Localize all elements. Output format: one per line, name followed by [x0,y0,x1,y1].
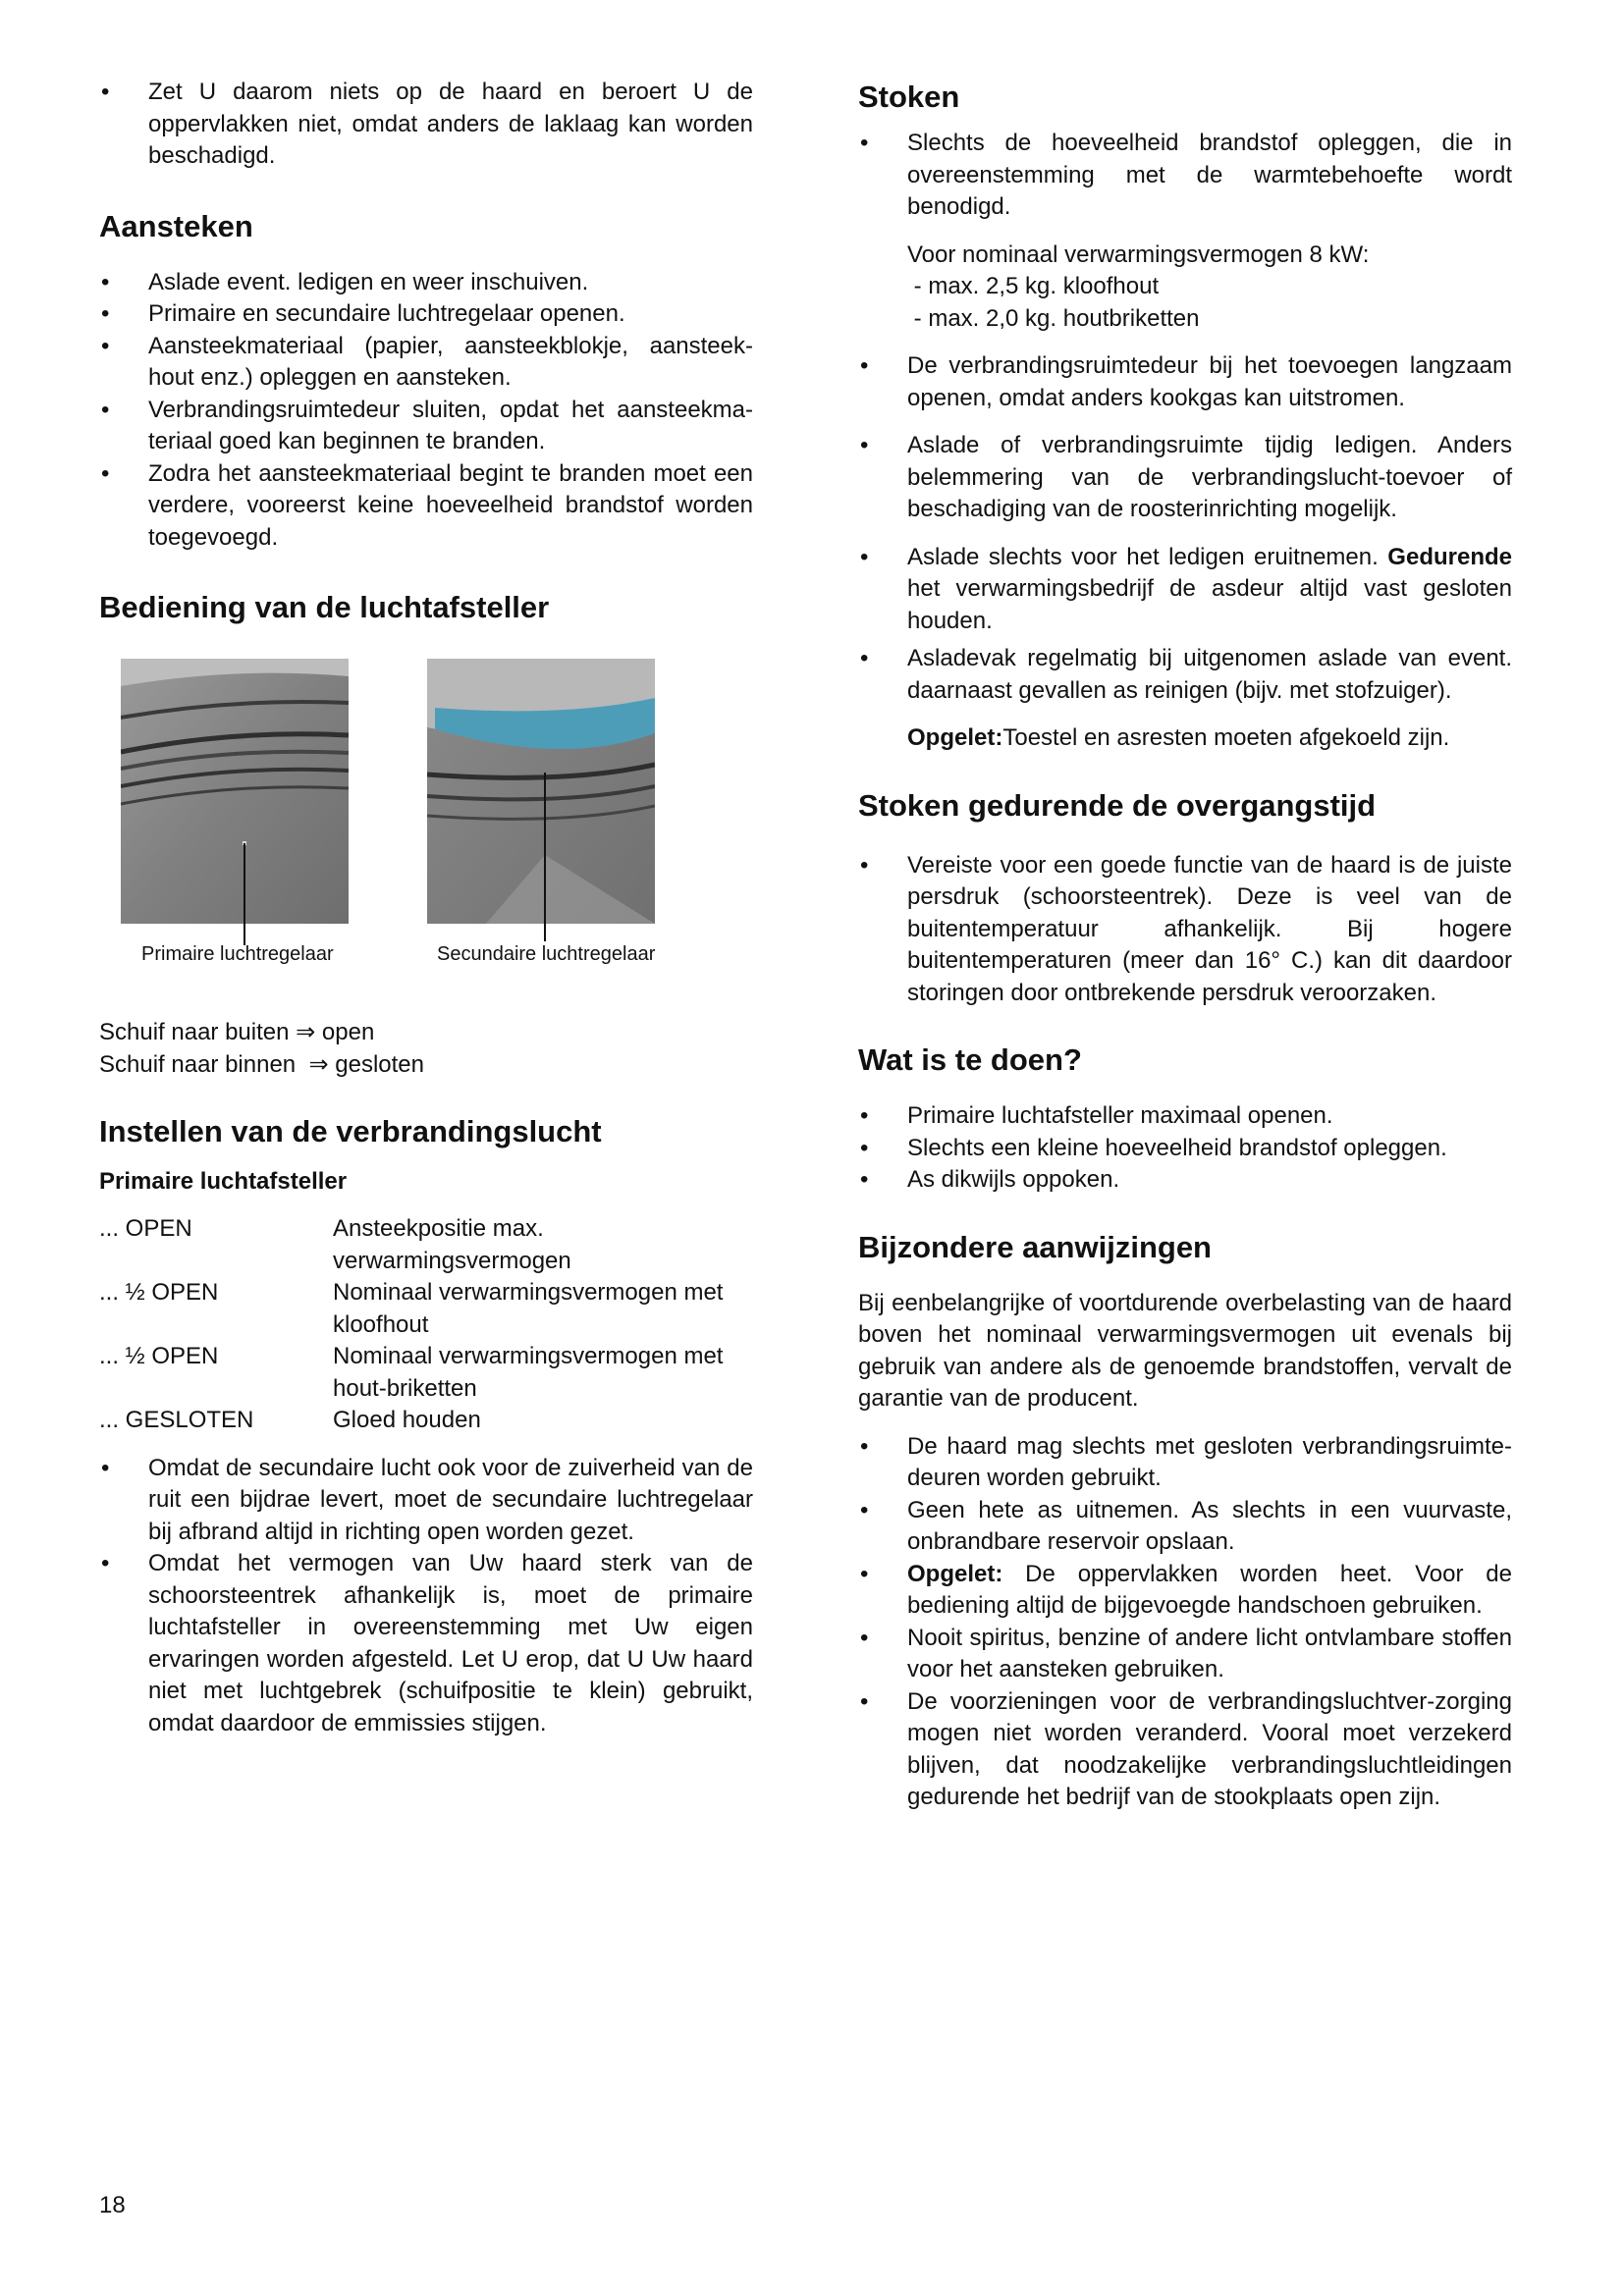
overgang-list [858,850,1512,1010]
list-item: • Aslade of verbrandingsruimte tijdig ledigen. Anders belemmering van de verbrandingslucht-toevoer of beschadiging van de roosterinrichting mogelijk. [858,430,1512,526]
section-heading-bijzondere: Bijzondere aanwijzingen [858,1229,1212,1264]
right-column [858,79,1512,1814]
list-item: • Slechts een kleine hoeveelheid brandstof opleggen. [858,1133,1512,1165]
section-heading-aansteken: Aansteken [99,208,253,243]
list-item-text: het verwarmingsbedrijf de asdeur altijd vast gesloten houden. [907,575,1512,634]
air-regulator-photos [99,659,753,1017]
caution-note [858,722,1512,755]
intro-list [99,77,753,173]
section-heading-doen: Wat is te doen? [858,1042,1082,1077]
list-item-text: De oppervlakken worden heet. Voor de bediening altijd de bijgevoegde handschoen gebruiken. [907,1560,1512,1619]
list-item: • Vereiste voor een goede functie van de haard is de juiste persdruk (schoorsteentrek). Deze is veel van de buitentemperatuur afhankelijk. Bij hogere buitentemperaturen (meer dan 16° C.) kan dit daardoor storingen door ontbrekende persdruk veroorzaken. [858,850,1512,1010]
aansteken-list [99,267,753,555]
section-heading-stoken: Stoken [858,80,960,114]
list-item: • Nooit spiritus, benzine of andere licht ontvlambare stoffen voor het aansteken gebruiken. [858,1623,1512,1686]
list-item: • Zodra het aansteekmateriaal begint te branden moet een verdere, vooreerst keine hoeveelheid brandstof worden toegevoegd. [99,458,753,555]
setting-description: Gloed houden [333,1407,481,1433]
list-item: • De voorzieningen voor de verbrandingsluchtver-zorging mogen niet worden veranderd. Vooral moet verzekerd blijven, dat noodzakelijke verbrandingsluchtleidingen gedurende het bedrijf van de stookplaats open zijn. [858,1686,1512,1814]
list-item-text: Aslade slechts voor het ledigen eruitnemen. [907,543,1388,570]
caption-primary: Primaire luchtregelaar [141,943,334,965]
settings-table [99,1213,753,1437]
list-item: • De verbrandingsruimtedeur bij het toevoegen langzaam openen, omdat anders kookgas kan uitstromen. [858,350,1512,414]
list-item [858,542,1512,638]
list-item: • Verbrandingsruimtedeur sluiten, opdat het aansteekma-teriaal goed kan beginnen te branden. [99,395,753,458]
slide-in-line: Schuif naar binnen ⇒ gesloten [99,1050,424,1078]
secondary-regulator-photo [427,659,655,924]
setting-position: ... ½ OPEN [99,1343,219,1369]
setting-description: Nominaal verwarmingsvermogen met hout-briketten [333,1343,724,1402]
doen-list [858,1100,1512,1197]
list-item: • Geen hete as uitnemen. As slechts in een vuurvaste, onbrandbare reservoir opslaan. [858,1495,1512,1559]
nominal-line: - max. 2,0 kg. houtbriketten [907,304,1200,332]
list-item: • Primaire luchtafsteller maximaal openen. [858,1100,1512,1133]
nominal-block [907,240,1512,336]
section-heading-overgang: Stoken gedurende de overgangstijd [858,787,1377,823]
list-item: • De haard mag slechts met gesloten verbrandingsruimte-deuren worden gebruikt. [858,1431,1512,1495]
list-item: • As dikwijls oppoken. [858,1164,1512,1197]
left-column [99,77,753,1739]
list-item: • Omdat de secundaire lucht ook voor de zuiverheid van de ruit een bijdrae levert, moet de secundaire luchtregelaar bij afbrand altijd in richting open worden gezet. [99,1453,753,1549]
list-item: • Omdat het vermogen van Uw haard sterk van de schoorsteentrek afhankelijk is, moet de primaire luchtafsteller in overeenstemming met Uw eigen ervaringen worden afgesteld. Let U erop, dat U Uw haard niet met luchtgebrek (schuifpositie te klein) gebruikt, omdat daardoor de emmissies stijgen. [99,1548,753,1739]
section-heading-bediening: Bediening van de luchtafsteller [99,590,550,624]
list-item: • Aslade event. ledigen en weer inschuiven. [99,267,753,299]
list-item [858,1559,1512,1623]
primary-regulator-photo [121,659,349,924]
setting-position: ... ½ OPEN [99,1279,219,1306]
list-item [858,128,1512,335]
list-item: • Aansteekmateriaal (papier, aansteekblokje, aansteek-hout enz.) opleggen en aansteken. [99,331,753,395]
primary-pointer-line [244,843,245,945]
bijzondere-list [858,1431,1512,1814]
bijzondere-paragraph: Bij eenbelangrijke of voortdurende overbelasting van de haard boven het nominaal verwarmingsvermogen uit evenals bij gebruik van andere als de genoemde brandstoffen, vervalt de garantie van de producent. [858,1289,1512,1412]
slide-out-line: Schuif naar buiten ⇒ open [99,1019,375,1045]
nominal-line: - max. 2,5 kg. kloofhout [907,273,1160,299]
page-number: 18 [99,2192,126,2218]
caption-secondary: Secundaire luchtregelaar [437,943,656,965]
subheading-primary-afsteller: Primaire luchtafsteller [99,1168,348,1195]
stoken-list [858,128,1512,707]
nominal-intro: Voor nominaal verwarmingsvermogen 8 kW: [907,240,1370,268]
list-item-text: Slechts de hoeveelheid brandstof opleggen, die in overeenstemming met de warmtebehoefte wordt benodigd. [907,130,1512,220]
caution-label: Opgelet: [907,1560,1003,1587]
list-item: • Asladevak regelmatig bij uitgenomen aslade van event. daarnaast gevallen as reinigen (bijv. met stofzuiger). [858,643,1512,707]
setting-description: Ansteekpositie max. verwarmingsvermogen [333,1215,571,1274]
caution-label: Opgelet: [907,724,1003,751]
setting-description: Nominaal verwarmingsvermogen met kloofhout [333,1279,724,1338]
setting-position: ... GESLOTEN [99,1407,254,1433]
setting-position: ... OPEN [99,1215,192,1242]
caution-text: Toestel en asresten moeten afgekoeld zijn. [1002,724,1450,751]
section-heading-instellen: Instellen van de verbrandingslucht [99,1114,602,1148]
bold-word: Gedurende [1387,543,1512,570]
instellen-list [99,1453,753,1740]
list-item: • Primaire en secundaire luchtregelaar openen. [99,298,753,331]
secondary-pointer-line [544,773,546,941]
list-item: • Zet U daarom niets op de haard en beroert U de oppervlakken niet, omdat anders de laklaag kan worden beschadigd. [99,77,753,173]
